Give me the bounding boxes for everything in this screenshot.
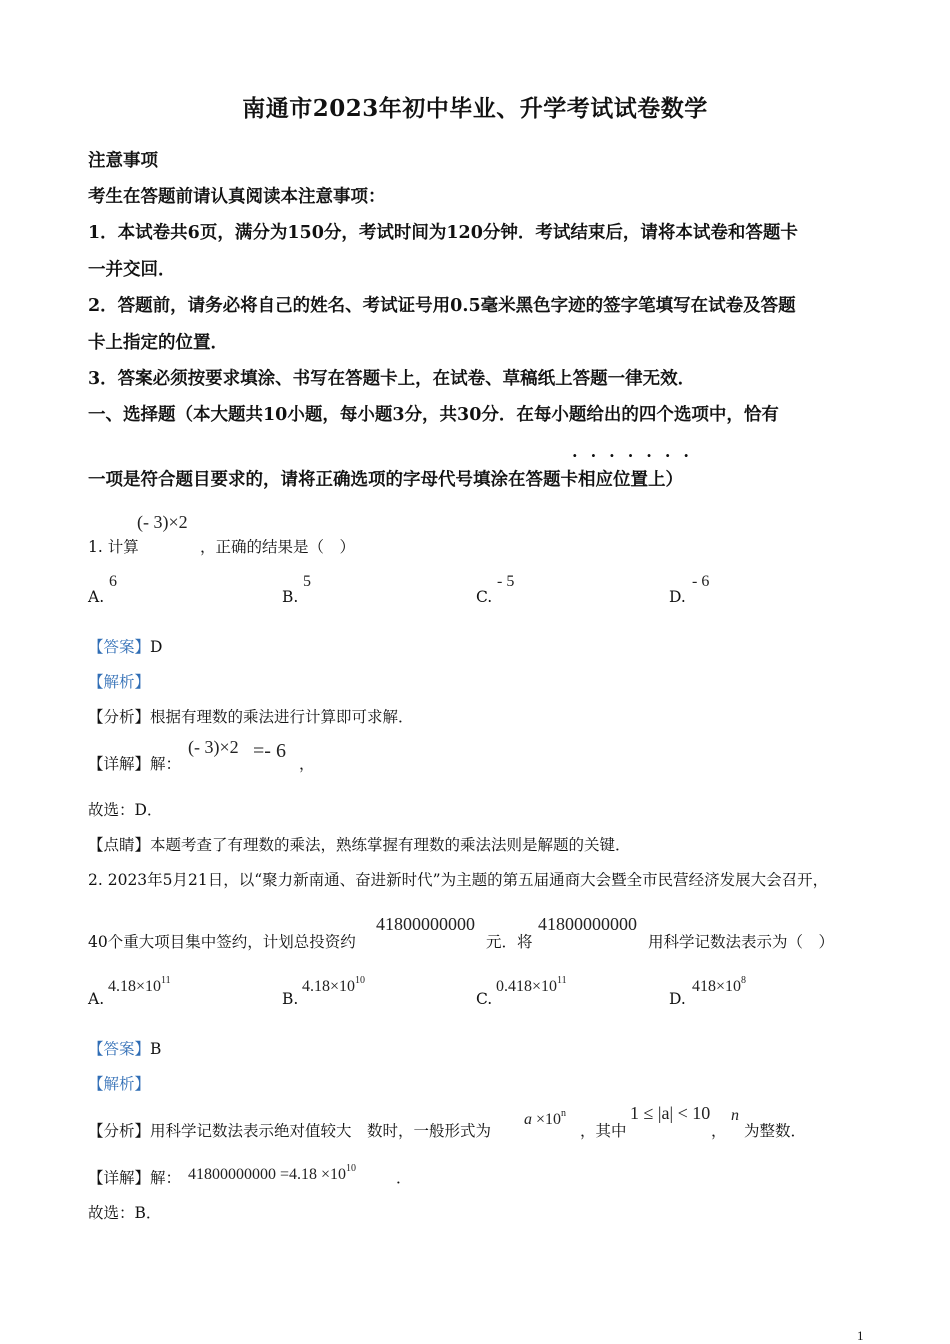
q2-option-c-label: C. [476, 990, 493, 1008]
answer-tag: 【答案】 [88, 638, 151, 656]
dianjing-tag: 【点睛】 [88, 836, 151, 854]
option-a-base: 4.18×10 [108, 978, 162, 995]
notice-item-1: 1．本试卷共6页，满分为150分，考试时间为120分钟．考试结束后，请将本试卷和答题卡 [88, 223, 798, 243]
q2-line2-b: 元．将 [486, 933, 533, 951]
q2-fenxi-d: 为整数． [744, 1122, 807, 1140]
q2-detail-expression [188, 1163, 356, 1184]
notice-item-3: 3．答案必须按要求填涂、书写在答题卡上，在试卷、草稿纸上答题一律无效． [88, 369, 696, 389]
emphasis-dots: ······· [572, 446, 702, 465]
answer-tag: 【答案】 [88, 1040, 151, 1058]
q1-detail-result: =- 6 [253, 740, 286, 762]
q1-detail-suffix: ， [299, 755, 315, 773]
detail-prefix: 解： [150, 755, 182, 773]
option-b-base: 4.18×10 [302, 978, 356, 995]
q1-answer-row [88, 635, 162, 657]
section-heading: 一、选择题（本大题共10小题，每小题3分，共30分．在每小题给出的四个选项中，恰有 [88, 405, 779, 425]
q2-line2-a: 40个重大项目集中签约，计划总投资约 [88, 933, 356, 951]
notice-intro: 考生在答题前请认真阅读本注意事项： [88, 187, 386, 207]
q1-detail-expression: (- 3)×2 [188, 737, 239, 757]
exponent-n: n [561, 1108, 567, 1119]
q2-detail-suffix: ． [396, 1169, 412, 1187]
q1-suffix: ，正确的结果是（ ） [200, 538, 356, 556]
notice-item-1-cont: 一并交回． [88, 260, 176, 280]
option-d-exponent: 8 [741, 975, 747, 986]
q2-option-b-value [302, 975, 365, 996]
q2-number-2: 41800000000 [538, 914, 637, 934]
q2-variable-n: n [731, 1107, 739, 1124]
q1-answer: D [150, 638, 163, 656]
q2-fenxi-b: ，其中 [580, 1122, 627, 1140]
q1-fenxi: 根据有理数的乘法进行计算即可求解． [150, 708, 414, 726]
q1-option-c-label: C. [476, 588, 493, 606]
q2-general-form [524, 1108, 566, 1129]
section-heading-cont: 一项是符合题目要求的，请将正确选项的字母代号填涂在答题卡相应位置上） [88, 470, 683, 490]
q1-option-d-value: - 6 [692, 573, 710, 590]
q1-detail-tag [88, 752, 181, 774]
q1-fenxi-row [88, 705, 414, 727]
fenxi-tag: 【分析】 [88, 708, 151, 726]
detail-prefix: 解： [150, 1169, 182, 1187]
q2-option-b-label: B. [282, 990, 299, 1008]
q1-option-b-value: 5 [303, 573, 311, 590]
option-b-exponent: 10 [355, 975, 366, 986]
q2-detail-tag [88, 1166, 181, 1188]
q1-option-a-label: A. [88, 588, 105, 606]
notice-item-2-cont: 卡上指定的位置． [88, 333, 228, 353]
q2-fenxi-row [88, 1119, 491, 1141]
fenxi-tag: 【分析】 [88, 1122, 151, 1140]
q1-option-a-value: 6 [109, 573, 117, 590]
q1-prefix: 1. 计算 [88, 538, 139, 556]
q2-answer: B [150, 1040, 162, 1058]
page-title: 南通市2023年初中毕业、升学考试试卷数学 [242, 95, 708, 122]
q2-option-a-label: A. [88, 990, 105, 1008]
q2-line1: 2. 2023年5月21日，以“聚力新南通、奋进新时代”为主题的第五届通商大会暨全市民营经济发展大会召开， [88, 871, 829, 889]
q1-dianjing-row [88, 833, 631, 855]
q2-fenxi-c: ， [711, 1122, 727, 1140]
q2-line2-c: 用科学记数法表示为（ ） [648, 933, 835, 951]
q1-analysis-tag: 【解析】 [88, 673, 151, 691]
detail-exponent: 10 [346, 1163, 357, 1174]
page-number: 1 [857, 1328, 864, 1343]
option-d-base: 418×10 [692, 978, 742, 995]
detail-tag: 【详解】 [88, 1169, 151, 1187]
detail-tag: 【详解】 [88, 755, 151, 773]
q1-choice: 故选：D． [88, 801, 163, 819]
q2-option-d-value [692, 975, 746, 996]
notice-item-2: 2．答题前，请务必将自己的姓名、考试证号用0.5毫米黑色字迹的签字笔填写在试卷及答题 [88, 296, 796, 316]
q2-number-1: 41800000000 [376, 914, 475, 934]
q1-dianjing: 本题考查了有理数的乘法，熟练掌握有理数的乘法法则是解题的关键． [150, 836, 631, 854]
q2-option-a-value [108, 975, 171, 996]
variable-a: a [524, 1111, 532, 1128]
option-a-exponent: 11 [161, 975, 171, 986]
q2-analysis-tag: 【解析】 [88, 1075, 151, 1093]
q2-fenxi-a: 用科学记数法表示绝对值较大 数时，一般形式为 [150, 1122, 492, 1140]
option-c-exponent: 11 [557, 975, 567, 986]
option-c-base: 0.418×10 [496, 978, 558, 995]
q2-choice: 故选：B． [88, 1204, 162, 1222]
q2-range: 1 ≤ |a| < 10 [630, 1103, 711, 1123]
q1-option-c-value: - 5 [497, 573, 515, 590]
q1-expression: (- 3)×2 [137, 512, 188, 532]
detail-expression-base: 41800000000 =4.18 ×10 [188, 1166, 347, 1183]
q1-option-d-label: D. [669, 588, 686, 606]
q1-option-b-label: B. [282, 588, 299, 606]
q2-option-d-label: D. [669, 990, 686, 1008]
times-ten: ×10 [532, 1111, 562, 1128]
q2-option-c-value [496, 975, 567, 996]
notice-heading: 注意事项 [88, 151, 158, 171]
q2-answer-row [88, 1037, 161, 1059]
